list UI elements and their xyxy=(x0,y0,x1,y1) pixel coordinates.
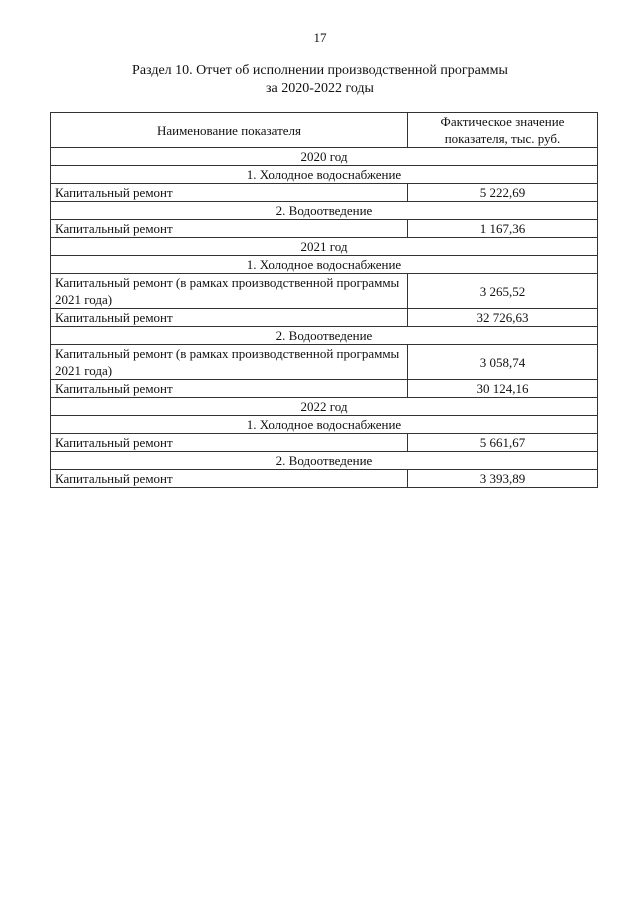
actual-value-cell: 3 265,52 xyxy=(408,274,598,309)
production-program-report-table xyxy=(50,112,598,488)
actual-value-cell: 1 167,36 xyxy=(408,220,598,238)
header-actual-value-line2: показателя, тыс. руб. xyxy=(444,131,561,146)
indicator-name-cell: Капитальный ремонт xyxy=(51,380,408,398)
report-title-line2: за 2020-2022 годы xyxy=(266,81,374,96)
section-heading: 2. Водоотведение xyxy=(51,327,598,345)
header-indicator-name: Наименование показателя xyxy=(51,113,408,148)
section-heading: 1. Холодное водоснабжение xyxy=(51,256,598,274)
table-row xyxy=(51,380,598,398)
section-row xyxy=(51,256,598,274)
year-heading: 2020 год xyxy=(51,148,598,166)
table-row xyxy=(51,470,598,488)
section-heading: 1. Холодное водоснабжение xyxy=(51,416,598,434)
year-row xyxy=(51,398,598,416)
indicator-name-cell: Капитальный ремонт xyxy=(51,184,408,202)
table-row xyxy=(51,220,598,238)
actual-value-cell: 32 726,63 xyxy=(408,309,598,327)
year-heading: 2022 год xyxy=(51,398,598,416)
table-row xyxy=(51,184,598,202)
section-heading: 2. Водоотведение xyxy=(51,452,598,470)
actual-value-cell: 3 393,89 xyxy=(408,470,598,488)
table-header-row xyxy=(51,113,598,148)
section-row xyxy=(51,416,598,434)
table-row xyxy=(51,345,598,380)
section-row xyxy=(51,202,598,220)
actual-value-cell: 5 222,69 xyxy=(408,184,598,202)
table-row xyxy=(51,309,598,327)
page-number: 17 xyxy=(313,30,327,45)
header-actual-value xyxy=(408,113,598,148)
table-row xyxy=(51,434,598,452)
table-body xyxy=(51,148,598,488)
actual-value-cell: 3 058,74 xyxy=(408,345,598,380)
indicator-name-cell: Капитальный ремонт (в рамках производственной программы 2021 года) xyxy=(51,274,408,309)
header-actual-value-line1: Фактическое значение xyxy=(440,114,565,129)
section-row xyxy=(51,166,598,184)
year-row xyxy=(51,148,598,166)
section-heading: 2. Водоотведение xyxy=(51,202,598,220)
indicator-name-cell: Капитальный ремонт xyxy=(51,434,408,452)
indicator-name-cell: Капитальный ремонт xyxy=(51,470,408,488)
report-title xyxy=(0,62,640,98)
indicator-name-cell: Капитальный ремонт (в рамках производственной программы 2021 года) xyxy=(51,345,408,380)
section-row xyxy=(51,452,598,470)
indicator-name-cell: Капитальный ремонт xyxy=(51,220,408,238)
year-heading: 2021 год xyxy=(51,238,598,256)
indicator-name-cell: Капитальный ремонт xyxy=(51,309,408,327)
report-title-line1: Раздел 10. Отчет об исполнении производственной программы xyxy=(132,63,508,78)
actual-value-cell: 5 661,67 xyxy=(408,434,598,452)
year-row xyxy=(51,238,598,256)
table-row xyxy=(51,274,598,309)
section-row xyxy=(51,327,598,345)
actual-value-cell: 30 124,16 xyxy=(408,380,598,398)
section-heading: 1. Холодное водоснабжение xyxy=(51,166,598,184)
